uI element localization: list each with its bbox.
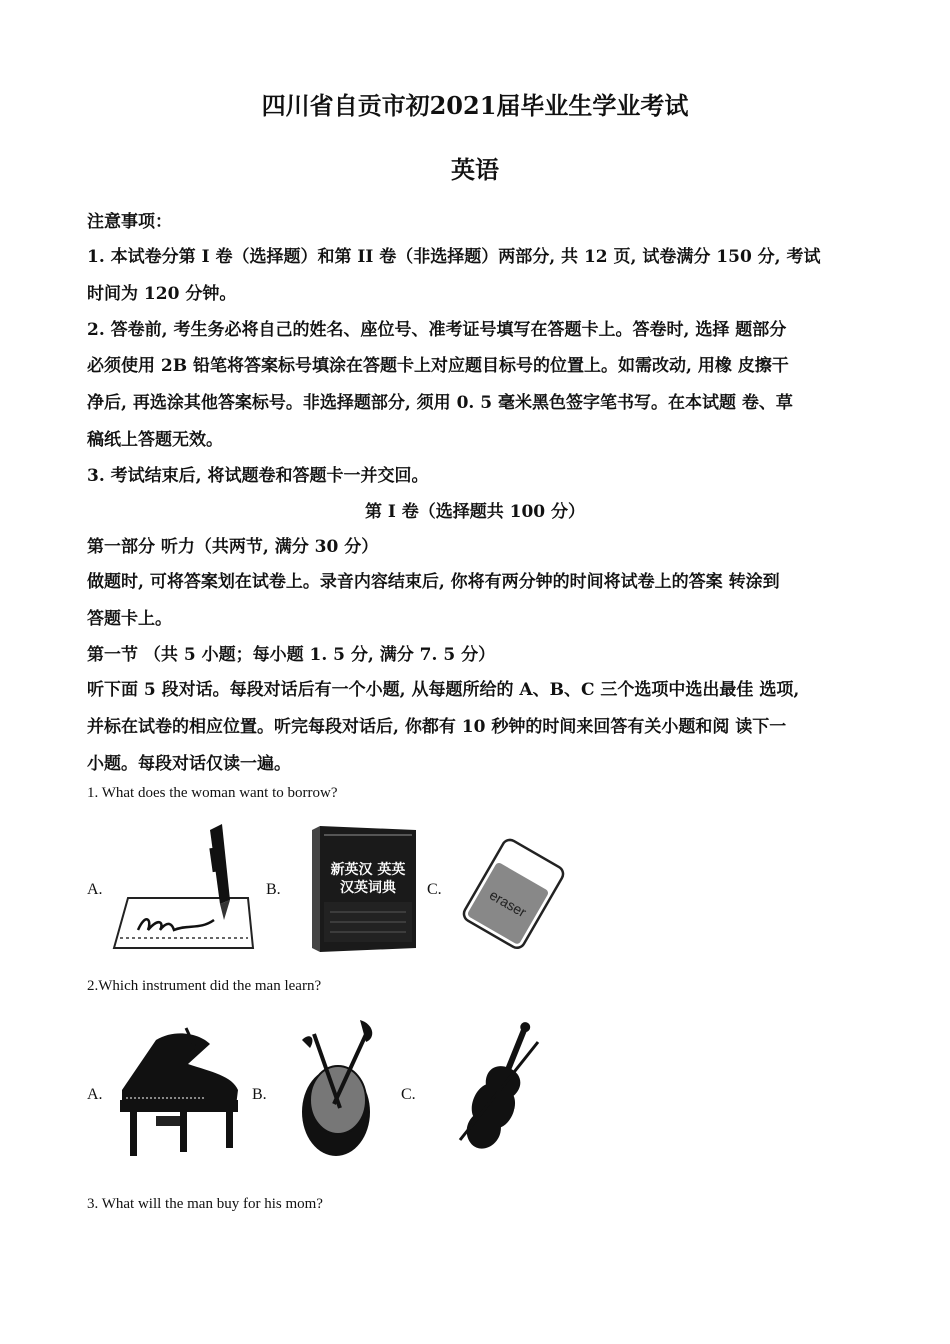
option-label: C.: [427, 881, 442, 898]
violin-icon: [454, 1012, 544, 1162]
option-label: A.: [87, 881, 103, 898]
option-label: B.: [266, 881, 281, 898]
notes-line: 必须使用 2B 铅笔将答案标号填涂在答题卡上对应题目标号的位置上。如需改动, 用橡 皮擦干: [87, 356, 789, 376]
option-label: C.: [401, 1086, 416, 1103]
eraser-text: eraser: [486, 886, 530, 921]
book-title-text: 新英汉 英英: [330, 862, 406, 878]
option-label: B.: [252, 1086, 267, 1103]
part-description: 答题卡上。: [87, 609, 172, 629]
question-text: 3. What will the man buy for his mom?: [87, 1196, 323, 1212]
drum-icon: [294, 1012, 380, 1162]
book-title-text: 汉英词典: [340, 880, 396, 896]
question-text: 1. What does the woman want to borrow?: [87, 785, 338, 801]
volume-title: 第 I 卷（选择题共 100 分）: [364, 502, 586, 522]
dictionary-book-icon: [308, 822, 420, 954]
notes-line: 稿纸上答题无效。: [87, 430, 223, 450]
subsection-description: 小题。每段对话仅读一遍。: [87, 754, 291, 774]
part-description: 做题时, 可将答案划在试卷上。录音内容结束后, 你将有两分钟的时间将试卷上的答案 转涂到: [87, 572, 780, 592]
piano-icon: [116, 1020, 242, 1160]
pen-writing-icon: [108, 820, 258, 952]
exam-title: 四川省自贡市初2021届毕业生学业考试: [261, 91, 689, 120]
eraser-icon: [462, 834, 566, 952]
notes-line: 3. 考试结束后, 将试题卷和答题卡一并交回。: [87, 466, 429, 486]
subsection-description: 听下面 5 段对话。每段对话后有一个小题, 从每题所给的 A、B、C 三个选项中选出最佳 选项,: [87, 680, 800, 700]
subsection-description: 并标在试卷的相应位置。听完每段对话后, 你都有 10 秒钟的时间来回答有关小题和阅 读下一: [87, 717, 787, 737]
subject-title: 英语: [451, 155, 499, 184]
notes-heading: 注意事项：: [87, 212, 172, 232]
notes-line: 2. 答卷前, 考生务必将自己的姓名、座位号、准考证号填写在答题卡上。答卷时, 选择 题部分: [87, 320, 787, 340]
question-text: 2.Which instrument did the man learn?: [87, 978, 322, 994]
option-label: A.: [87, 1086, 103, 1103]
subsection-title: 第一节 （共 5 小题；每小题 1. 5 分, 满分 7. 5 分）: [87, 645, 496, 665]
part-title: 第一部分 听力（共两节, 满分 30 分）: [87, 537, 379, 557]
notes-line: 时间为 120 分钟。: [87, 284, 237, 304]
notes-line: 1. 本试卷分第 I 卷（选择题）和第 II 卷（非选择题）两部分, 共 12 页, 试卷满分 150 分, 考试: [87, 247, 821, 267]
notes-line: 净后, 再选涂其他答案标号。非选择题部分, 须用 0. 5 毫米黑色签字笔书写。在本试题 卷、草: [87, 393, 793, 413]
